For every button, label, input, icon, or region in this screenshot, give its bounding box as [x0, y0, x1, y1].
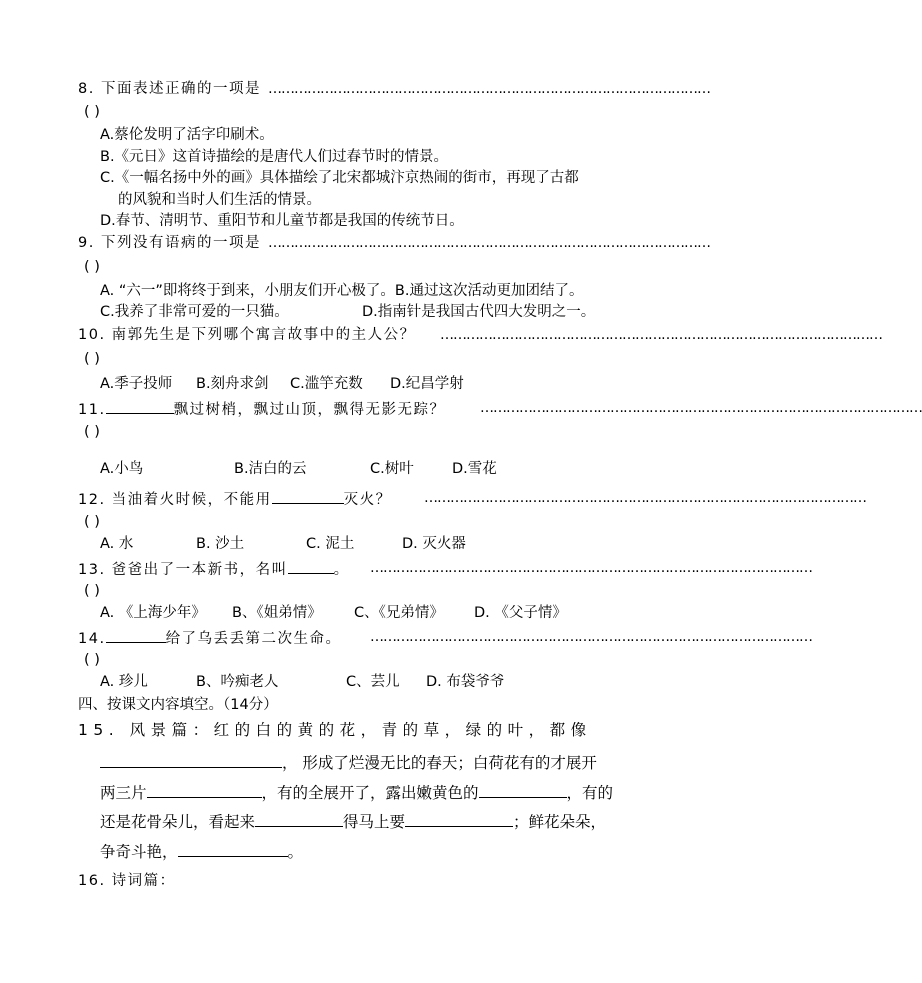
q15-blank-4 — [255, 811, 343, 827]
q13-stem-post: 。 — [333, 562, 350, 578]
q11-answer-paren: ( ) — [84, 424, 100, 440]
q15-line-3-b: ，有的全展开了，露出嫩黄色的 — [261, 784, 479, 802]
q9-leader-dots: ………………………………………………………………………………………… — [268, 235, 710, 251]
q12-answer-paren: ( ) — [84, 514, 100, 530]
q11-option-c: C.树叶 — [370, 461, 414, 477]
q12-option-d: D. 灭火器 — [402, 536, 466, 552]
q11-option-b: B.洁白的云 — [234, 461, 307, 477]
q15-line-2-text: ， 形成了烂漫无比的春天；白荷花有的才展开 — [282, 754, 597, 772]
q15-blank-3 — [479, 782, 567, 798]
q12-leader-dots: ………………………………………………………………………………………… — [424, 490, 866, 506]
q14-leader-dots: ………………………………………………………………………………………… — [370, 629, 812, 645]
q12-option-a: A. 水 — [100, 536, 134, 552]
q14-blank — [106, 627, 166, 643]
q12-stem — [78, 488, 392, 510]
q14-option-b: B、吟痴老人 — [196, 674, 279, 690]
q15-line-3-a: 两三片 — [100, 784, 147, 802]
q8-option-c: C.《一幅名扬中外的画》具体描绘了北宋都城汴京热闹的街市，再现了古都 — [100, 170, 579, 186]
q14-number: 14. — [78, 631, 106, 647]
q13-option-d: D. 《父子情》 — [474, 605, 567, 621]
q12-blank — [272, 488, 344, 504]
q13-option-c: C、《兄弟情》 — [354, 605, 444, 621]
q11-blank — [106, 398, 174, 414]
q9-options-ab: A. “六一”即将终于到来，小朋友们开心极了。B.通过这次活动更加团结了。 — [100, 283, 584, 299]
q14-stem-text: 给了乌丢丢第二次生命。 — [165, 631, 342, 647]
q11-stem-text: 飘过树梢，飘过山顶，飘得无影无踪？ — [173, 402, 446, 418]
q10-option-b: B.刻舟求剑 — [196, 376, 269, 392]
q14-answer-paren: ( ) — [84, 652, 100, 668]
q11-option-d: D.雪花 — [452, 461, 497, 477]
q15-blank-6 — [178, 841, 288, 857]
q15-stem: 15. 风景篇：红的白的黄的花，青的草，绿的叶，都像 — [78, 721, 592, 739]
q15-line-5-b: 。 — [287, 843, 304, 861]
q9-option-d: D.指南针是我国古代四大发明之一。 — [362, 304, 596, 320]
q9-option-c: C.我养了非常可爱的一只猫。 — [100, 304, 289, 320]
q12-stem-pre: 12. 当油着火时候，不能用 — [78, 492, 272, 508]
q8-stem: 8. 下面表述正确的一项是 — [78, 81, 261, 97]
q13-option-b: B、《姐弟情》 — [232, 605, 322, 621]
q10-answer-paren: ( ) — [84, 351, 100, 367]
q10-option-a: A.季子投师 — [100, 376, 173, 392]
q13-blank — [288, 558, 334, 574]
q13-stem-pre: 13. 爸爸出了一本新书，名叫 — [78, 562, 288, 578]
q10-leader-dots: ………………………………………………………………………………………… — [440, 327, 882, 343]
q10-option-c: C.滥竽充数 — [290, 376, 363, 392]
q13-leader-dots: ………………………………………………………………………………………… — [370, 560, 812, 576]
q15-line-4-a: 还是花骨朵儿，看起来 — [100, 813, 256, 831]
q15-line-4-b: 得马上要 — [343, 813, 406, 831]
q9-stem: 9. 下列没有语病的一项是 — [78, 235, 261, 251]
q8-option-d: D.春节、清明节、重阳节和儿童节都是我国的传统节日。 — [100, 213, 464, 229]
q8-option-c-cont: 的风貌和当时人们生活的情景。 — [118, 192, 321, 208]
q11-leader-dots: ………………………………………………………………………………………… — [480, 400, 922, 416]
q11-stem — [78, 398, 446, 420]
q9-answer-paren: ( ) — [84, 259, 100, 275]
q8-option-a: A.蔡伦发明了活字印刷术。 — [100, 127, 274, 143]
q15-line-5-a: 争奇斗艳， — [100, 843, 178, 861]
q10-option-d: D.纪昌学射 — [390, 376, 464, 392]
q10-stem: 10. 南郭先生是下列哪个寓言故事中的主人公？ — [78, 327, 416, 343]
q15-line-3-c: ，有的 — [566, 784, 614, 802]
q14-option-c: C、芸儿 — [346, 674, 400, 690]
q14-stem — [78, 627, 342, 649]
q8-option-b: B.《元日》这首诗描绘的是唐代人们过春节时的情景。 — [100, 149, 449, 165]
q12-stem-post: 灭火？ — [343, 492, 392, 508]
q15-blank-1 — [100, 752, 282, 768]
q8-answer-paren: ( ) — [84, 104, 100, 120]
q13-option-a: A. 《上海少年》 — [100, 605, 206, 621]
q15-line-3 — [100, 781, 613, 805]
q15-line-5 — [100, 840, 303, 864]
q16-heading: 16. 诗词篇： — [78, 873, 176, 889]
q11-option-a: A.小鸟 — [100, 461, 144, 477]
q15-line-4-c: ；鲜花朵朵， — [513, 813, 607, 831]
q15-line-2 — [100, 751, 597, 775]
section-4-heading: 四、按课文内容填空。（14分） — [78, 697, 278, 713]
q15-blank-2 — [147, 782, 262, 798]
q15-line-4 — [100, 810, 606, 834]
q12-option-c: C. 泥土 — [306, 536, 355, 552]
q13-stem — [78, 558, 350, 580]
q8-leader-dots: ………………………………………………………………………………………… — [268, 81, 710, 97]
q15-blank-5 — [405, 811, 513, 827]
q14-option-d: D. 布袋爷爷 — [426, 674, 505, 690]
q13-answer-paren: ( ) — [84, 583, 100, 599]
q11-number: 11. — [78, 402, 106, 418]
q12-option-b: B. 沙土 — [196, 536, 245, 552]
q14-option-a: A. 珍儿 — [100, 674, 148, 690]
